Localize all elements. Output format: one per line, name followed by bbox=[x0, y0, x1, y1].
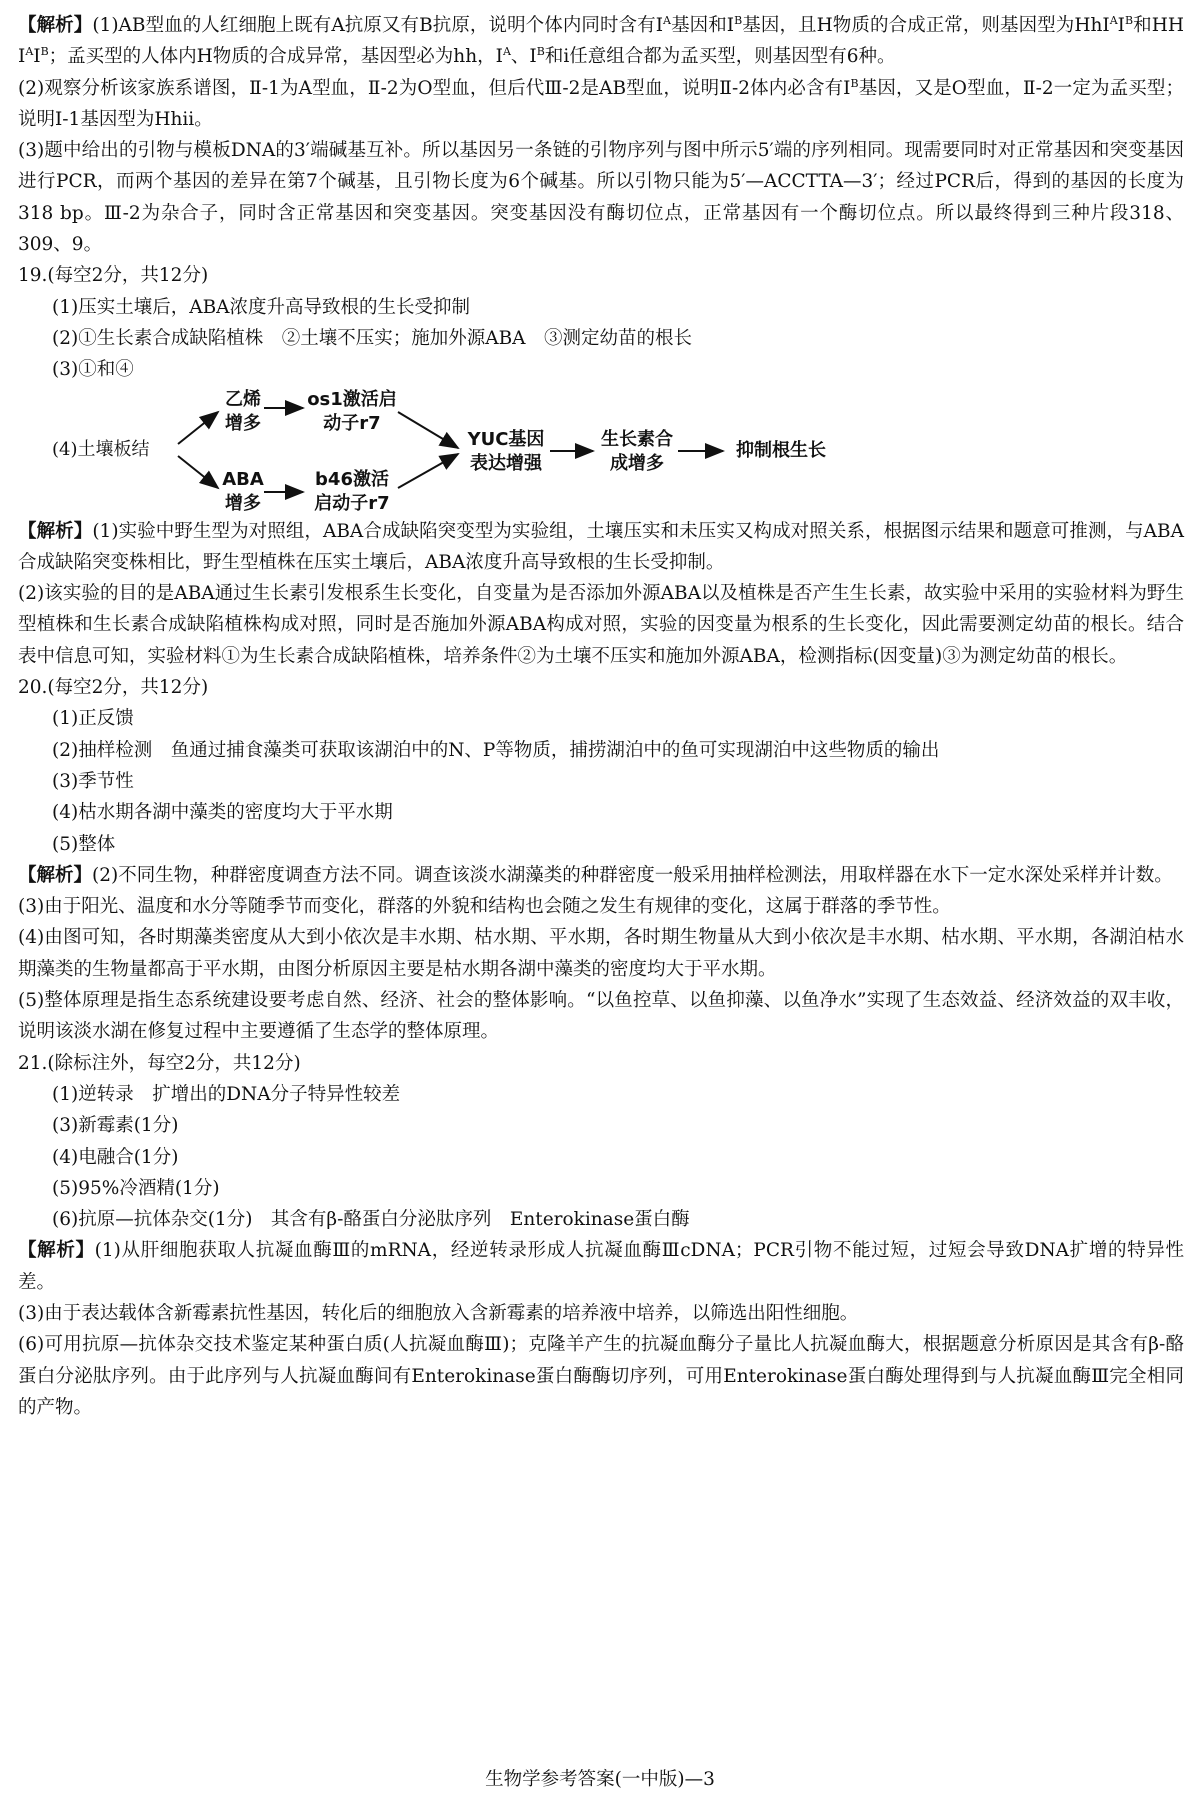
q19-answer-2: (2)①生长素合成缺陷植株 ②土壤不压实；施加外源ABA ③测定幼苗的根长 bbox=[52, 327, 693, 349]
arrow-soil-to-aba bbox=[178, 456, 218, 488]
q21-analysis-6: (6)可用抗原—抗体杂交技术鉴定某种蛋白质(人抗凝血酶Ⅲ)；克隆羊产生的抗凝血酶分子量比人抗凝血酶大，根据题意分析原因是其含有β-酪蛋白分泌肽序列。由于此序列与人抗凝血酶间有Enterokinase蛋白酶酶切序列，可用Enterokinase蛋白酶处理得到与人抗凝血酶Ⅲ完全相同的产物。 bbox=[18, 1334, 1184, 1418]
q21-analysis-3: (3)由于表达载体含新霉素抗性基因，转化后的细胞放入含新霉素的培养液中培养，以筛选出阳性细胞。 bbox=[18, 1302, 859, 1324]
node-auxin: 生长素合 成增多 bbox=[601, 428, 673, 474]
answer-page bbox=[18, 10, 1184, 1423]
node-ethylene: 乙烯 增多 bbox=[225, 388, 261, 434]
q19-answer-4-label: (4)土壤板结 bbox=[52, 438, 150, 460]
q20-analysis-4: (4)由图可知，各时期藻类密度从大到小依次是丰水期、枯水期、平水期，各时期生物量从大到小依次是丰水期、枯水期、平水期，各湖泊枯水期藻类的生物量都高于平水期，由图分析原因主要是枯水期各湖中藻类的密度均大于平水期。 bbox=[18, 927, 1184, 980]
q20-analysis-2: 【解析】(2)不同生物，种群密度调查方法不同。调查该淡水湖藻类的种群密度一般采用抽样检测法，用取样器在水下一定水深处采样并计数。 bbox=[18, 864, 1173, 886]
q21-answer-5: (5)95%冷酒精(1分) bbox=[52, 1177, 220, 1199]
q21-answer-1: (1)逆转录 扩增出的DNA分子特异性较差 bbox=[52, 1083, 401, 1105]
node-aba: ABA 增多 bbox=[222, 468, 264, 514]
q20-answer-1: (1)正反馈 bbox=[52, 708, 134, 730]
node-yuc: YUC基因 表达增强 bbox=[467, 428, 545, 474]
q21-answer-4: (4)电融合(1分) bbox=[52, 1146, 179, 1168]
q19-analysis-2: (2)该实验的目的是ABA通过生长素引发根系生长变化，自变量为是否添加外源ABA以及植株是否产生生长素，故实验中采用的实验材料为野生型植株和生长素合成缺陷植株构成对照，同时是否施加外源ABA构成对照，实验的因变量为根系的生长变化，因此需要测定幼苗的根长。结合表中信息可知，实验材料①为生长素合成缺陷植株，培养条件②为土壤不压实和施加外源ABA，检测指标(因变量)③为测定幼苗的根长。 bbox=[18, 583, 1184, 667]
q19-answer-1: (1)压实土壤后，ABA浓度升高导致根的生长受抑制 bbox=[52, 296, 471, 318]
q20-analysis-5: (5)整体原理是指生态系统建设要考虑自然、经济、社会的整体影响。“以鱼控草、以鱼抑藻、以鱼净水”实现了生态效益、经济效益的双丰收，说明该淡水湖在修复过程中主要遵循了生态学的整体原理。 bbox=[18, 990, 1184, 1043]
q21-header: 21.(除标注外，每空2分，共12分) bbox=[18, 1052, 301, 1074]
q20-answer-5: (5)整体 bbox=[52, 833, 116, 855]
q20-answer-3: (3)季节性 bbox=[52, 770, 134, 792]
q21-analysis-1: 【解析】(1)从肝细胞获取人抗凝血酶Ⅲ的mRNA，经逆转录形成人抗凝血酶ⅢcDNA；PCR引物不能过短，过短会导致DNA扩增的特异性差。 bbox=[18, 1240, 1184, 1293]
analysis-tag: 【解析】 bbox=[18, 15, 93, 36]
node-b46: b46激活 启动子r7 bbox=[314, 468, 390, 514]
q19-header: 19.(每空2分，共12分) bbox=[18, 265, 209, 287]
q18-analysis-1: 【解析】(1)AB型血的人红细胞上既有A抗原又有B抗原，说明个体内同时含有$I^A$基因和$I^B$基因，且H物质的合成正常，则基因型为$HhI^AI^B$和HH $I^AI^B$；孟买型的人体内H物质的合成异常，基因型必为hh，$I^A$、$I^B$和i任意组合都为孟买型，则基因型有6种。 bbox=[18, 13, 1184, 68]
q20-analysis-3: (3)由于阳光、温度和水分等随季节而变化，群落的外貌和结构也会随之发生有规律的变化，这属于群落的季节性。 bbox=[18, 896, 951, 918]
arrow-soil-to-ethylene bbox=[178, 412, 218, 444]
node-os1: os1激活启 动子r7 bbox=[307, 388, 397, 434]
q18-analysis-2: (2)观察分析该家族系谱图，Ⅱ-1为A型血，Ⅱ-2为O型血，但后代Ⅲ-2是AB型血，说明Ⅱ-2体内必含有$I^B$基因，又是O型血，Ⅱ-2一定为孟买型；说明Ⅰ-1基因型为Hhii。 bbox=[18, 76, 1184, 130]
q19-answer-3: (3)①和④ bbox=[52, 359, 134, 381]
q20-header: 20.(每空2分，共12分) bbox=[18, 677, 209, 699]
node-result: 抑制根生长 bbox=[736, 439, 826, 461]
q20-answer-4: (4)枯水期各湖中藻类的密度均大于平水期 bbox=[52, 802, 393, 824]
q19-analysis-1: 【解析】(1)实验中野生型为对照组，ABA合成缺陷突变型为实验组，土壤压实和未压实又构成对照关系，根据图示结果和题意可推测，与ABA合成缺陷突变株相比，野生型植株在压实土壤后，ABA浓度升高导致根的生长受抑制。 bbox=[18, 520, 1184, 573]
q21-answer-6: (6)抗原—抗体杂交(1分) 其含有β-酪蛋白分泌肽序列 Enterokinase蛋白酶 bbox=[52, 1209, 690, 1231]
q21-answer-3: (3)新霉素(1分) bbox=[52, 1115, 179, 1137]
q20-answer-2: (2)抽样检测 鱼通过捕食藻类可获取该湖泊中的N、P等物质，捕捞湖泊中的鱼可实现湖泊中这些物质的输出 bbox=[52, 739, 940, 761]
q18-analysis-3: (3)题中给出的引物与模板DNA的3′端碱基互补。所以基因另一条链的引物序列与图中所示5′端的序列相同。现需要同时对正常基因和突变基因进行PCR，而两个基因的差异在第7个碱基，且引物长度为6个碱基。所以引物只能为5′—ACCTTA—3′；经过PCR后，得到的基因的长度为318 bp。Ⅲ-2为杂合子，同时含正常基因和突变基因。突变基因没有酶切位点，正常基因有一个酶切位点。所以最终得到三种片段318、309、9。 bbox=[18, 140, 1184, 256]
arrow-os1-to-yuc bbox=[398, 412, 458, 448]
arrow-b46-to-yuc bbox=[398, 454, 458, 488]
q19-flow-diagram bbox=[18, 388, 1184, 514]
page-footer: 生物学参考答案(一中版)—3 bbox=[485, 1769, 715, 1790]
